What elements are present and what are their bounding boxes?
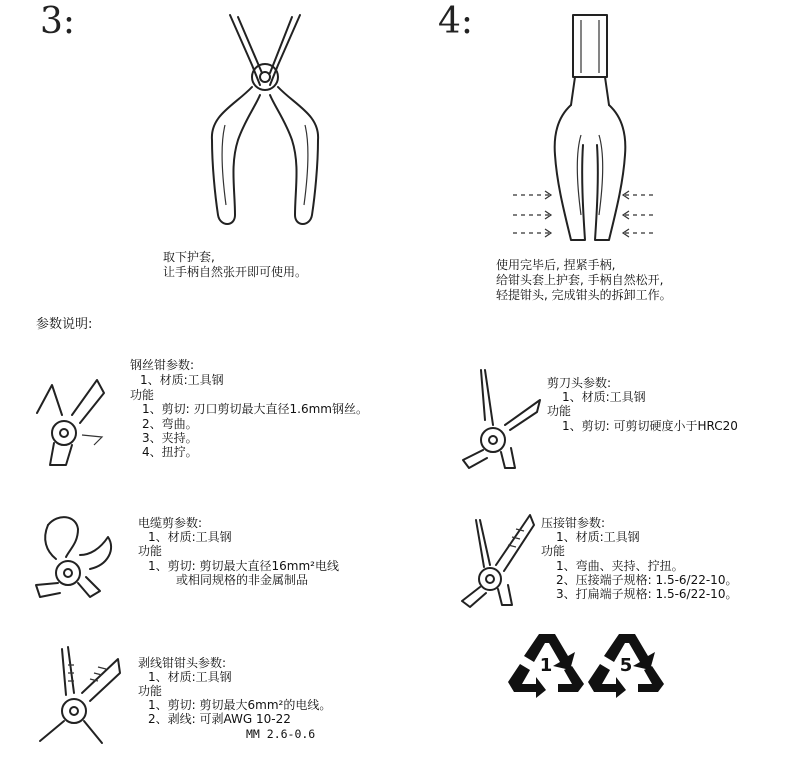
stripper-func-2b: MM 2.6-0.6 [246,727,316,741]
pliers-open-illustration [190,15,340,245]
crimper-material: 1、材质:工具钢 [556,530,640,544]
wire-pliers-func-label: 功能 [130,388,155,402]
scissors-head-material: 1、材质:工具钢 [562,390,646,404]
stripper-func-2: 2、剥线: 可剥AWG 10-22 [148,712,291,726]
stripper-icon [28,645,123,745]
recycle-symbol-5-number: 5 [619,655,633,676]
stripper-func-1: 1、剪切: 剪切最大6mm²的电线。 [148,698,332,712]
crimper-title: 压接钳参数: [541,516,606,530]
step-4-text-line2: 给钳头套上护套, 手柄自然松开, [496,273,664,287]
crimper-func-1: 1、弯曲、夹持、拧扭。 [556,559,684,573]
wire-pliers-title: 钢丝钳参数: [130,358,195,372]
wire-pliers-material: 1、材质:工具钢 [140,373,224,387]
wire-pliers-icon [32,375,117,470]
stripper-func-label: 功能 [138,684,163,698]
params-heading: 参数说明: [36,317,93,332]
pliers-closed-illustration [505,15,655,250]
scissors-head-func-1: 1、剪切: 可剪切硬度小于HRC20 [562,419,738,433]
scissors-head-title: 剪刀头参数: [547,376,612,390]
crimper-icon [450,505,540,610]
step-4-text-line3: 轻提钳头, 完成钳头的拆卸工作。 [496,288,672,302]
crimper-func-2: 2、压接端子规格: 1.5-6/22-10。 [556,573,738,587]
step-3-text-line1: 取下护套, [163,250,215,264]
scissors-head-func-label: 功能 [547,404,572,418]
wire-pliers-func-4: 4、扭拧。 [142,445,198,459]
cable-cutter-func-1b: 或相同规格的非金属制品 [176,573,309,587]
wire-pliers-func-3: 3、夹持。 [142,431,198,445]
stripper-title: 剥线钳钳头参数: [138,656,227,670]
crimper-func-3: 3、打扁端子规格: 1.5-6/22-10。 [556,587,738,601]
wire-pliers-func-1: 1、剪切: 刃口剪切最大直径1.6mm钢丝。 [142,402,368,416]
wire-pliers-func-2: 2、弯曲。 [142,417,198,431]
step-3-number: 3: [40,1,76,42]
stripper-material: 1、材质:工具钢 [148,670,232,684]
scissors-head-icon [455,370,545,470]
step-3-text-line2: 让手柄自然张开即可使用。 [163,265,308,279]
cable-cutter-func-label: 功能 [138,544,163,558]
crimper-func-label: 功能 [541,544,566,558]
step-4-number: 4: [438,1,474,42]
cable-cutter-title: 电缆剪参数: [138,516,203,530]
step-4-text-line1: 使用完毕后, 捏紧手柄, [496,258,616,272]
cable-cutter-material: 1、材质:工具钢 [148,530,232,544]
cable-cutter-icon [28,515,123,610]
cable-cutter-func-1: 1、剪切: 剪切最大直径16mm²电线 [148,559,339,573]
recycle-symbol-1-number: 1 [539,655,553,676]
